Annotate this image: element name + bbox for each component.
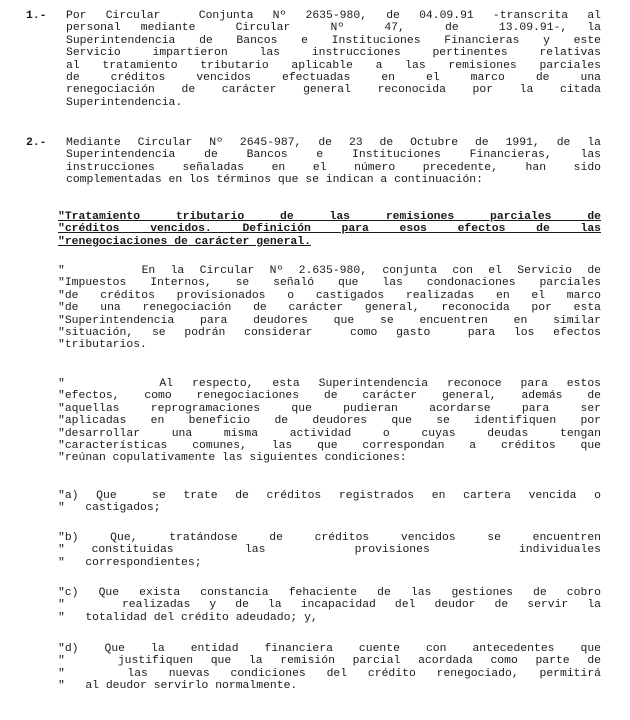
text-line: Por Circular Conjunta Nº 2635-980, de 04.09.91 -transcrita al	[66, 10, 601, 22]
text-line: "de una renegociación de carácter general, reconocida por esta	[58, 302, 601, 315]
condition-a	[58, 490, 601, 515]
text-line: "características comunes, las que correspondan a créditos que	[58, 440, 601, 453]
item-1-text	[66, 10, 601, 109]
quoted-paragraph-2	[58, 378, 601, 465]
condition-b	[58, 532, 601, 569]
text-line: "b) Que, tratándose de créditos vencidos se encuentren	[58, 532, 601, 544]
text-line: " En la Circular Nº 2.635-980, conjunta con el Servicio de	[58, 265, 601, 277]
text-line: "Superintendencia para deudores que se encuentren en similar	[58, 314, 601, 327]
text-line: "situación, se podrán considerar como gasto para los efectos	[58, 327, 601, 340]
text-line: "a) Que se trate de créditos registrados en cartera vencida o	[58, 490, 601, 502]
text-line: "de créditos provisionados o castigados realizadas en el marco	[58, 289, 601, 302]
text-line: instrucciones señaladas en el número precedente, han sido	[66, 161, 601, 174]
text-line: " Al respecto, esta Superintendencia reconoce para estos	[58, 378, 601, 390]
text-line: "aquellas reprogramaciones que pudieran acordarse para ser	[58, 402, 601, 415]
condition-d	[58, 643, 601, 693]
text-line: "tributarios.	[58, 339, 147, 352]
text-line: de créditos vencidos efectuadas en el marco de una	[66, 72, 601, 85]
text-line: " al deudor servirlo normalmente.	[58, 680, 298, 693]
text-line: " justifiquen que la remisión parcial acordada como parte de	[58, 655, 601, 668]
heading-line: "renegociaciones de carácter general.	[58, 235, 311, 248]
text-line: "d) Que la entidad financiera cuente con antecedentes que	[58, 643, 601, 655]
item-2-text	[66, 137, 601, 187]
text-line: al tratamiento tributario aplicable a las remisiones parciales	[66, 59, 601, 72]
condition-c	[58, 587, 601, 624]
text-line: Superintendencia.	[66, 96, 183, 109]
text-line: "aplicadas en beneficio de deudores que se identifiquen por	[58, 415, 601, 428]
quoted-paragraph-1	[58, 265, 601, 352]
text-line: "c) Que exista constancia fehaciente de las gestiones de cobro	[58, 587, 601, 599]
text-line: "reúnan copulativamente las siguientes condiciones:	[58, 452, 407, 465]
text-line: "desarrollar una misma actividad o cuyas deudas tengan	[58, 427, 601, 440]
item-number: 1.-	[26, 10, 47, 22]
text-line: " correspondientes;	[58, 556, 202, 569]
text-line: " realizadas y de la incapacidad del deudor de servir la	[58, 599, 601, 612]
text-line: renegociación de carácter general reconocida por la citada	[66, 84, 601, 97]
text-line: " las nuevas condiciones del crédito renegociado, permitirá	[58, 667, 601, 680]
text-line: Mediante Circular Nº 2645-987, de 23 de Octubre de 1991, de la	[66, 137, 601, 149]
heading-line: "Tratamiento tributario de las remisiones parciales de	[58, 211, 601, 223]
text-line: Superintendencia de Bancos e Instituciones Financieras y este	[66, 34, 601, 47]
text-line: Servicio impartieron las instrucciones pertinentes relativas	[66, 47, 601, 60]
text-line: " castigados;	[58, 502, 161, 515]
item-1	[26, 10, 601, 109]
item-number: 2.-	[26, 137, 47, 149]
text-line: "Impuestos Internos, se señaló que las condonaciones parciales	[58, 277, 601, 290]
text-line: " totalidad del crédito adeudado; y,	[58, 611, 318, 624]
text-line: Superintendencia de Bancos e Instituciones Financieras, las	[66, 149, 601, 162]
text-line: " constituidas las provisiones individuales	[58, 544, 601, 557]
text-line: "efectos, como renegociaciones de carácter general, además de	[58, 390, 601, 403]
text-line: personal mediante Circular Nº 47, de 13.09.91-, la	[66, 22, 601, 35]
item-2	[26, 137, 601, 187]
section-heading	[58, 211, 601, 248]
heading-line: "créditos vencidos. Definición para esos efectos de las	[58, 223, 601, 236]
text-line: complementadas en los términos que se indican a continuación:	[66, 174, 483, 187]
